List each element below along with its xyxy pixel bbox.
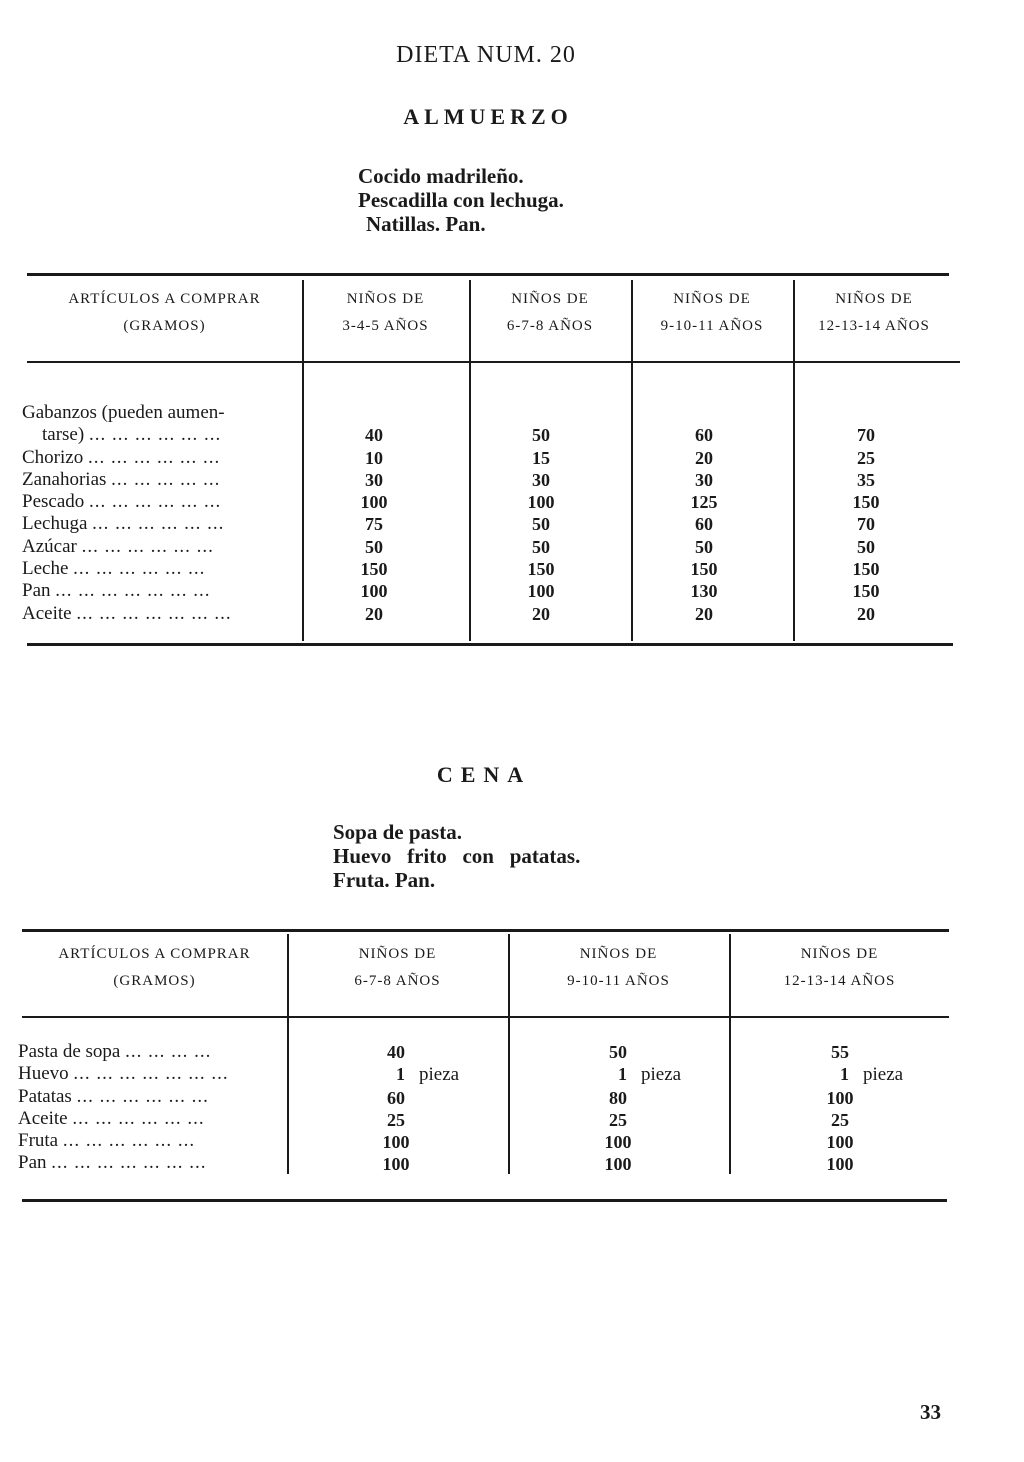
column-header: NIÑOS DE 12-13-14 AÑOS [783, 946, 896, 989]
almuerzo-menu [358, 164, 564, 236]
almuerzo-header [27, 286, 955, 340]
value-column: 40 10 30 100 75 50 150 100 20 [360, 425, 388, 624]
item-row: Gabanzos (pueden aumen- [22, 402, 225, 423]
table-header-rule [22, 1016, 949, 1018]
value-column: 70 25 35 150 70 50 150 150 20 [852, 425, 880, 624]
items-header: ARTÍCULOS A COMPRAR (GRAMOS) [68, 291, 261, 334]
table-top-rule [22, 929, 949, 932]
item-row: Azúcar ... ... ... ... ... ... [22, 535, 214, 557]
items-header: ARTÍCULOS A COMPRAR (GRAMOS) [58, 946, 251, 989]
item-row: Lechuga ... ... ... ... ... ... [22, 513, 225, 535]
menu-line: Fruta. Pan. [333, 868, 436, 892]
item-row: Chorizo ... ... ... ... ... ... [22, 446, 221, 468]
item-row: Patatas ... ... ... ... ... ... [18, 1085, 209, 1107]
item-row: Huevo ... ... ... ... ... ... ... [18, 1063, 229, 1085]
value-column: 40 1 pieza 60 25 100 100 [382, 1042, 460, 1175]
item-row: Pasta de sopa ... ... ... ... [18, 1041, 212, 1062]
item-row: Pan ... ... ... ... ... ... ... [18, 1152, 207, 1174]
item-row: Aceite ... ... ... ... ... ... [18, 1107, 205, 1129]
menu-line: Cocido madrileño. [358, 164, 524, 188]
almuerzo-title: ALMUERZO [403, 104, 573, 129]
almuerzo-items [22, 402, 292, 625]
menu-line: Natillas. Pan. [366, 212, 486, 236]
column-header: NIÑOS DE 9-10-11 AÑOS [567, 946, 670, 989]
item-row: Leche ... ... ... ... ... ... [22, 558, 206, 580]
menu-line: Sopa de pasta. [333, 820, 462, 844]
value-column: 60 20 30 125 60 50 150 130 20 [690, 425, 718, 624]
item-row: Pan ... ... ... ... ... ... ... [22, 580, 211, 602]
menu-line: Huevo frito con patatas. [333, 844, 581, 868]
column-header: NIÑOS DE 9-10-11 AÑOS [660, 291, 764, 334]
page-title: DIETA NUM. 20 [396, 42, 576, 68]
cena-menu [333, 820, 580, 892]
item-row: Fruta ... ... ... ... ... ... [18, 1130, 196, 1152]
column-header: NIÑOS DE 6-7-8 AÑOS [354, 946, 441, 989]
item-row: Pescado ... ... ... ... ... ... [22, 491, 222, 513]
item-row: tarse) ... ... ... ... ... ... [42, 424, 222, 446]
column-header: NIÑOS DE 3-4-5 AÑOS [342, 291, 429, 334]
value-column: 50 1 pieza 80 25 100 100 [604, 1042, 682, 1175]
item-row: Aceite ... ... ... ... ... ... ... [22, 602, 232, 624]
table-bottom-rule [22, 1199, 947, 1202]
table-bottom-rule [27, 643, 953, 646]
column-header: NIÑOS DE 12-13-14 AÑOS [818, 291, 930, 334]
column-header: NIÑOS DE 6-7-8 AÑOS [506, 291, 594, 334]
item-row: Zanahorias ... ... ... ... ... [22, 468, 221, 490]
cena-items [18, 1041, 284, 1175]
cena-header [22, 941, 950, 995]
table-header-rule [27, 361, 960, 363]
cena-title: CENA [436, 762, 532, 787]
page-number: 33 [920, 1400, 941, 1424]
menu-line: Pescadilla con lechuga. [358, 188, 564, 212]
value-column: 50 15 30 100 50 50 150 100 20 [527, 425, 555, 624]
value-column: 55 1 pieza 100 25 100 100 [826, 1042, 904, 1175]
table-top-rule [27, 273, 949, 276]
